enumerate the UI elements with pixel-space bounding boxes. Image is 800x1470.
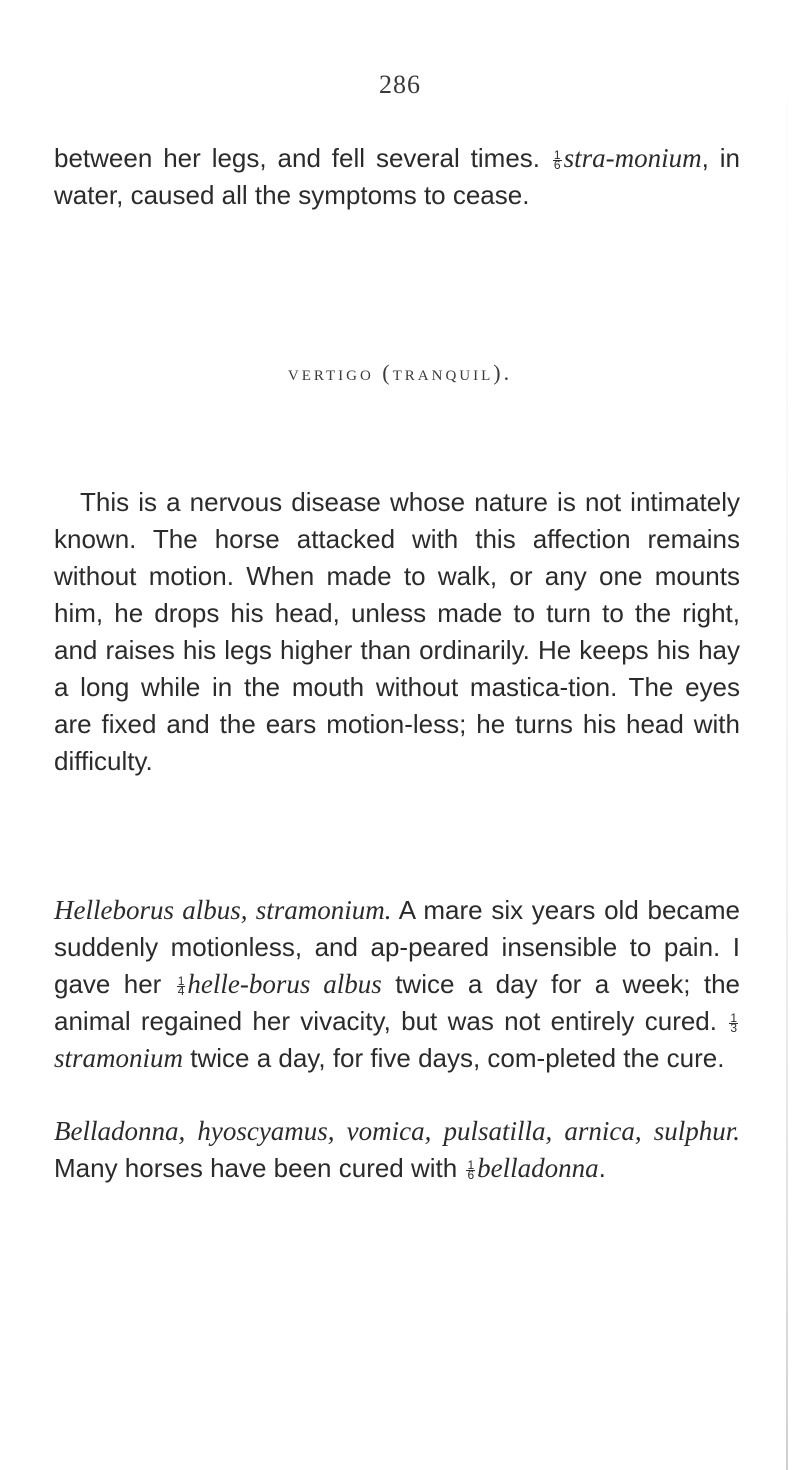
remedy-name: belladonna — [477, 1153, 599, 1183]
heading-title: vertigo — [287, 360, 374, 385]
paragraph-vertigo-description: This is a nervous disease whose nature is not intimately known. The horse attacked with this affection remains without motion. When made to walk, or any one mounts him, he drops his head, unless made to turn to the right, and raises his legs higher than ordinarily. He keeps his hay a long while in the mouth without mastica-tion. The eyes are fixed and the ears motion-less; he turns his head with difficulty. — [54, 487, 740, 776]
paragraph-text: twice a day for a week; the animal regained her vivacity, but was not entirely cured. — [54, 969, 741, 1036]
paragraph-text: Many horses have been cured with — [54, 1153, 465, 1183]
paragraph-stramonium-cure — [54, 140, 740, 214]
section-heading — [0, 360, 800, 386]
dose-fraction: $\frac{1}{3}$ — [730, 1010, 737, 1035]
paragraph-text: between her legs, and fell several times. — [54, 143, 551, 173]
remedy-names: Helleborus albus, stramonium. — [54, 895, 392, 925]
paragraph-text: A mare six years old became suddenly motionless, and ap-peared insensible to pain. I gave her — [54, 895, 740, 999]
paragraph-text: . — [598, 1153, 606, 1183]
dose-fraction: $\frac{1}{4}$ — [177, 973, 185, 998]
paragraph-text: twice a day, for five days, com-pleted the cure. — [183, 1043, 725, 1073]
remedy-name: stramonium — [54, 1043, 184, 1073]
dose-fraction: $\frac{1}{6}$ — [467, 1157, 475, 1182]
remedy-names: Belladonna, hyoscyamus, vomica, pulsatilla, arnica, sulphur. — [54, 1116, 740, 1146]
remedy-name: helle-borus albus — [187, 969, 382, 999]
dose-fraction: $\frac{1}{6}$ — [553, 147, 561, 172]
remedy-name: stra-monium — [563, 143, 702, 173]
page-number: 286 — [379, 70, 421, 99]
heading-subtitle: (tranquil). — [382, 360, 513, 385]
paragraph-text: , in water, caused all the symptoms to cease. — [54, 143, 740, 210]
page-edge-shadow — [786, 0, 788, 1470]
paragraph-belladonna — [54, 1113, 740, 1187]
paragraph-helleborus-case — [54, 892, 740, 1077]
